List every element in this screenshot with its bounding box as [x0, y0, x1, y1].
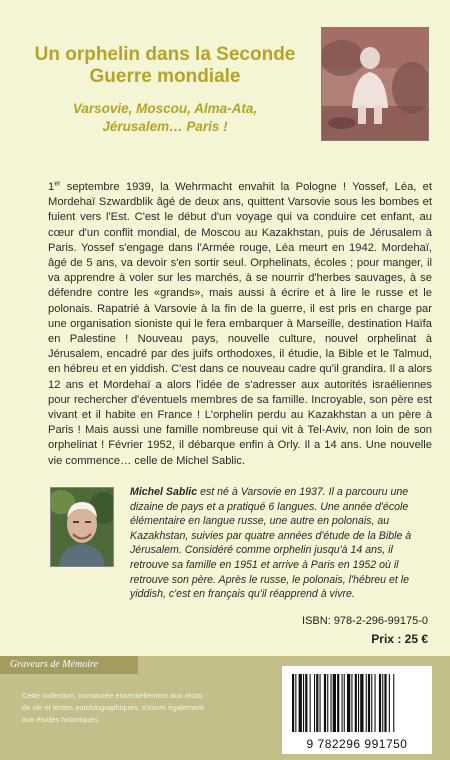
barcode-bar	[375, 674, 376, 732]
author-name: Michel Sablic	[130, 486, 198, 498]
book-title	[20, 44, 310, 88]
collection-description: Cette collection, consacrée essentiellement aux récits de vie et textes autobiographiques, s'ouvre également aux études historiques.	[22, 691, 204, 724]
barcode-bar	[384, 674, 386, 732]
barcode-bar	[355, 674, 357, 732]
author-bio	[130, 485, 432, 602]
blurb-text: septembre 1939, la Wehrmacht envahit la Pologne ! Yossef, Léa, et Mordehaï Szwardblik âgé de deux ans, quittent Varsovie sous les bombes et fuient vers l'Est. C'est le début d'un voyage qui va conduire cet enfant, au cœur d'un conflit mondial, de Moscou au Kazakhstan, puis de Jérusalem à Paris. Yossef s'engage dans l'Armée rouge, Léa meurt en 1942. Mordehaï, âgé de 5 ans, va devoir s'en sortir seul. Orphelinats, écoles ; pour manger, il va apprendre à voler sur les marchés, à se nourrir d'herbes sauvages, à se défendre contre les «grands», mais aussi à écrire et à lire le russe et le polonais. Rapatrié à Varsovie à la fin de la guerre, il est pris en charge par une organisation sioniste qui le fera embarquer à Marseille, destination Haïfa en Palestine ! Nouveau pays, nouvelle culture, nouvel orphelinat à Jérusalem, encadré par des juifs orthodoxes, il étudie, la Bible et le Talmud, en hébreu et en yiddish. C'est dans ce nouveau cadre qu'il grandira. Il a alors 12 ans et Mordehaï a alors l'idée de s'adresser aux autorités israéliennes pour rechercher d'éventuels membres de sa famille. Incroyable, son père est vivant et il habite en France ! L'orphelin perdu au Kazakhstan a un père à Paris ! Mais aussi une famille nombreuse qui vit à Tel-Aviv, non loin de son orphelinat ! Février 1952, il débarque enfin à Orly. Il a 14 ans. Une nouvelle vie commence… celle de Michel Sablic.	[48, 181, 432, 467]
barcode-bar	[351, 674, 352, 732]
barcode-bars	[282, 666, 432, 738]
barcode-bar	[358, 674, 359, 732]
barcode-bar	[344, 674, 345, 732]
barcode-bar	[299, 674, 302, 732]
barcode-bar	[342, 674, 343, 732]
barcode-bar	[333, 674, 336, 732]
barcode-bar	[347, 674, 350, 732]
book-subtitle-line-1: Varsovie, Moscou, Alma-Ata,	[72, 101, 258, 116]
barcode-bar	[382, 674, 383, 732]
book-subtitle-line-2: Jérusalem… Paris !	[102, 119, 228, 134]
barcode-bar	[303, 674, 304, 732]
author-photo	[50, 487, 114, 567]
barcode-bar	[368, 674, 370, 732]
book-title-line-1: Un orphelin dans la Seconde	[34, 44, 296, 65]
barcode-bar	[327, 674, 328, 732]
barcode-bar	[310, 674, 311, 732]
barcode-bar	[324, 674, 326, 732]
author-bio-text: est né à Varsovie en 1937. Il a parcouru une dizaine de pays et a pratiqué 6 langues. Une année d'école élémentaire en langue russe, une autre en polonais, au Kazakhstan, suivies par quatre années d'étude de la Bible à Jérusalem. Considéré comme orphelin jusqu'à 14 ans, il retrouve sa famille en 1951 et arrive à Paris en 1952 où il retrouve son père. Après le russe, le polonais, l'hébreu et le yiddish, c'est en français qu'il réapprend à vivre.	[130, 486, 412, 601]
barcode-bar	[337, 674, 339, 732]
child-photo	[321, 27, 429, 141]
blurb-date-suffix: er	[54, 180, 61, 188]
barcode-bar	[389, 674, 390, 732]
isbn: ISBN: 978-2-296-99175-0	[302, 615, 428, 627]
barcode-bar	[379, 674, 381, 732]
price: Prix : 25 €	[371, 632, 428, 646]
book-subtitle	[20, 100, 310, 136]
book-title-line-2: Guerre mondiale	[89, 66, 241, 87]
collection-label: Graveurs de Mémoire	[0, 656, 138, 674]
barcode-bar	[320, 674, 321, 732]
barcode-bar	[360, 674, 363, 732]
barcode-bar	[316, 674, 318, 732]
barcode-bar	[295, 674, 296, 732]
barcode-bar	[305, 674, 307, 732]
barcode-digits: 9 782296 991750	[306, 737, 408, 751]
barcode	[282, 666, 432, 754]
barcode-bar	[314, 674, 315, 732]
barcode-bar	[292, 674, 294, 732]
blurb-date-number: 1	[48, 181, 55, 193]
barcode-bar	[331, 674, 332, 732]
barcode-bar	[393, 674, 394, 732]
back-cover-blurb	[48, 180, 432, 469]
barcode-bar	[366, 674, 367, 732]
barcode-bar	[371, 674, 372, 732]
